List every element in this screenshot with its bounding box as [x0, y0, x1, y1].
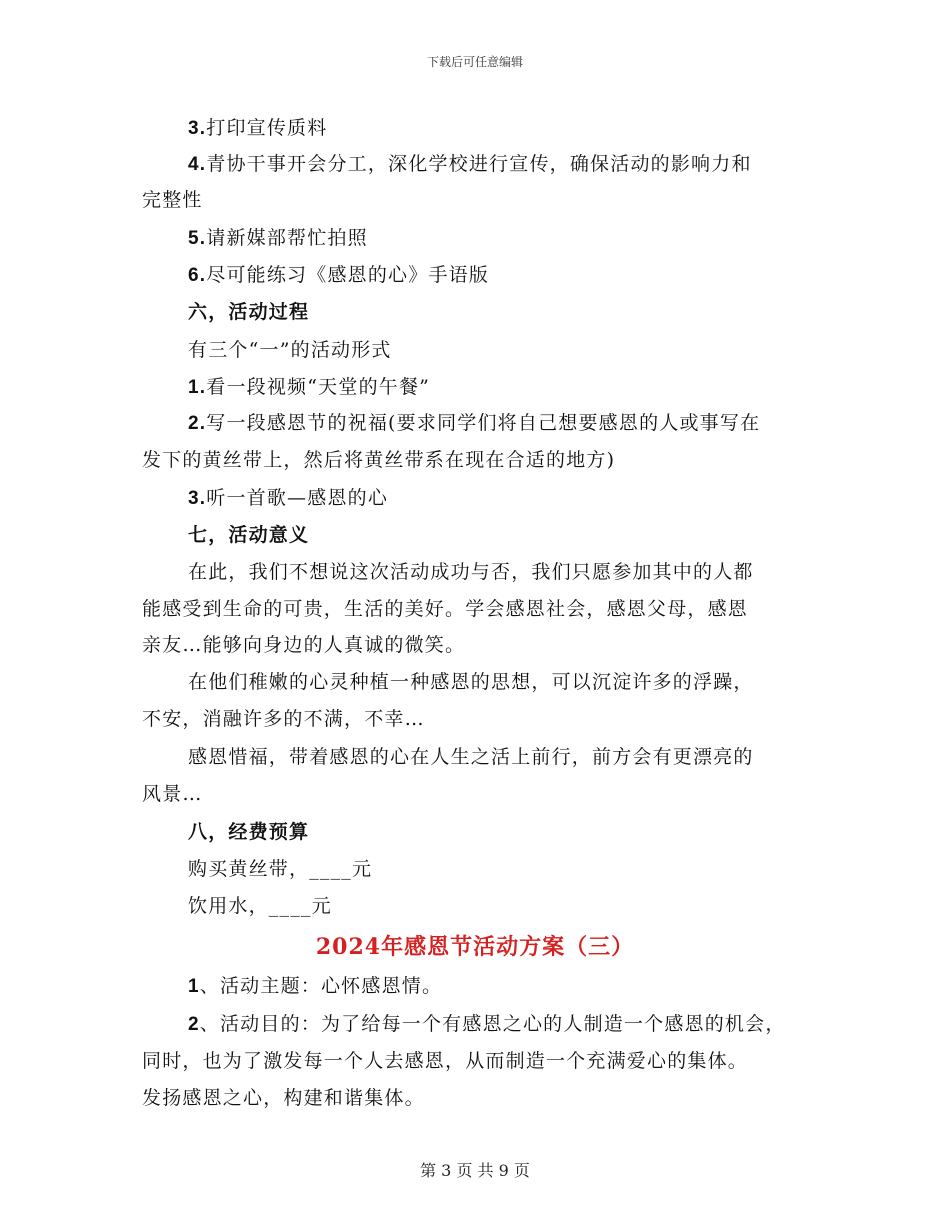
page-header: 下载后可任意编辑 [426, 55, 523, 69]
paragraph-line: 在他们稚嫩的心灵种植一种感恩的思想，可以沉淀许多的浮躁， [188, 671, 754, 693]
paragraph-line: 不安，消融许多的不满，不幸… [142, 708, 425, 730]
section-heading: 七，活动意义 [188, 524, 310, 546]
paragraph-line: 亲友…能够向身边的人真诚的微笑。 [142, 634, 466, 656]
page-footer: 第 3 页 共 9 页 [420, 1161, 530, 1180]
list-item: 4.青协干事开会分工，深化学校进行宣传，确保活动的影响力和 [188, 153, 752, 175]
paragraph-line: 发下的黄丝带上，然后将黄丝带系在现在合适的地方) [142, 449, 616, 471]
paragraph-line: 同时，也为了激发每一个人去感恩，从而制造一个充满爱心的集体。 [142, 1050, 749, 1072]
paragraph-line: 完整性 [142, 189, 203, 211]
paragraph-line: 有三个“一”的活动形式 [188, 339, 392, 361]
section-heading: 八，经费预算 [188, 821, 310, 843]
list-item: 2.写一段感恩节的祝福(要求同学们将自己想要感恩的人或事写在 [188, 412, 761, 434]
budget-line: 饮用水，____元 [188, 895, 332, 917]
section-heading: 六，活动过程 [188, 301, 310, 323]
list-item: 2、活动目的：为了给每一个有感恩之心的人制造一个感恩的机会， [188, 1013, 786, 1035]
list-item: 1.看一段视频“天堂的午餐” [188, 376, 431, 398]
paragraph-line: 能感受到生命的可贵，生活的美好。学会感恩社会，感恩父母，感恩 [142, 598, 749, 620]
budget-line: 购买黄丝带，____元 [188, 858, 373, 880]
list-item: 5.请新媒部帮忙拍照 [188, 227, 368, 249]
section-title: 2024年感恩节活动方案（三） [315, 934, 635, 960]
list-item: 1、活动主题：心怀感恩情。 [188, 975, 443, 997]
paragraph-line: 发扬感恩之心，构建和谐集体。 [142, 1087, 425, 1109]
list-item: 3.打印宣传质料 [188, 117, 328, 139]
paragraph-line: 风景… [142, 783, 203, 805]
paragraph-line: 感恩惜福，带着感恩的心在人生之活上前行，前方会有更漂亮的 [188, 746, 754, 768]
list-item: 3.听一首歌—感恩的心 [188, 487, 389, 509]
paragraph-line: 在此，我们不想说这次活动成功与否，我们只愿参加其中的人都 [188, 561, 754, 583]
list-item: 6.尽可能练习《感恩的心》手语版 [188, 264, 490, 286]
